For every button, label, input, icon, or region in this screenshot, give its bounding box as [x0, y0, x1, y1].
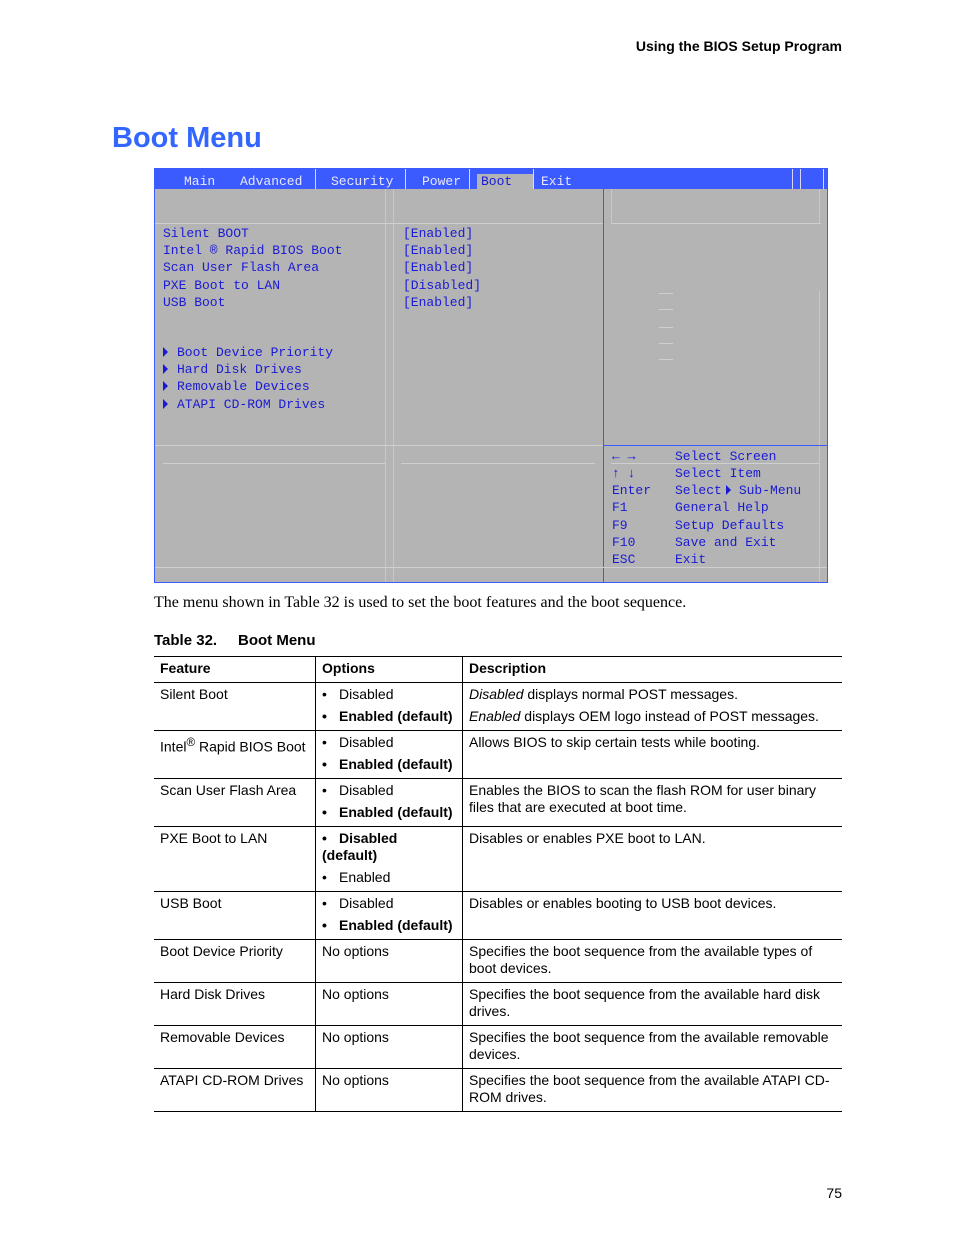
bios-tab-exit[interactable]: Exit	[541, 174, 573, 189]
option-item: • Disabled	[322, 686, 394, 702]
page-title: Boot Menu	[112, 122, 262, 154]
option-item: • Enabled (default)	[322, 917, 453, 933]
options-cell: No options	[316, 1069, 463, 1112]
help-desc-select-screen: Select Screen	[675, 449, 777, 464]
running-header: Using the BIOS Setup Program	[635, 38, 842, 54]
help-key-esc: ESC	[612, 552, 636, 567]
table-row	[154, 683, 842, 731]
feature-cell: Intel® Rapid BIOS Boot	[154, 731, 316, 779]
submenu-arrow-icon	[163, 347, 168, 357]
help-key-f1: F1	[612, 500, 628, 515]
description-cell: Disables or enables booting to USB boot devices.	[463, 892, 843, 940]
help-desc-setup-defaults: Setup Defaults	[675, 518, 785, 533]
intro-paragraph: The menu shown in Table 32 is used to set the boot features and the boot sequence.	[154, 594, 687, 611]
bios-value-scan-user-flash[interactable]: [Enabled]	[403, 260, 474, 275]
bios-tab-security[interactable]: Security	[331, 174, 394, 189]
option-item: • Enabled (default)	[322, 804, 453, 820]
feature-cell: Removable Devices	[154, 1026, 316, 1069]
page-number: 75	[826, 1185, 842, 1201]
option-item: • Disabled	[322, 895, 394, 911]
help-desc-save-exit: Save and Exit	[675, 535, 777, 550]
bios-submenu-removable-devices[interactable]: Removable Devices	[163, 378, 310, 395]
help-key-f9: F9	[612, 518, 628, 533]
column-header-feature: Feature	[154, 657, 316, 683]
submenu-arrow-icon	[163, 364, 168, 374]
bios-setting-silent-boot[interactable]: Silent BOOT	[163, 226, 249, 241]
bios-tab-main[interactable]: Main	[184, 174, 216, 189]
bios-submenu-hard-disk-drives[interactable]: Hard Disk Drives	[163, 361, 302, 378]
table-row	[154, 892, 842, 940]
column-header-description: Description	[463, 657, 843, 683]
bios-tab-power[interactable]: Power	[422, 174, 462, 189]
feature-cell: USB Boot	[154, 892, 316, 940]
description-cell: Specifies the boot sequence from the available hard disk drives.	[463, 983, 843, 1026]
help-desc-select-item: Select Item	[675, 466, 761, 481]
option-item: • Enabled (default)	[322, 708, 453, 724]
feature-cell: Hard Disk Drives	[154, 983, 316, 1026]
feature-cell: PXE Boot to LAN	[154, 827, 316, 892]
description-cell: Disabled displays normal POST messages. Enabled displays OEM logo instead of POST messages.	[463, 683, 843, 731]
help-key-arrows-lr: ← →	[612, 449, 636, 464]
options-cell: No options	[316, 940, 463, 983]
bios-value-pxe-boot[interactable]: [Disabled]	[403, 278, 482, 293]
option-item: • Enabled (default)	[322, 756, 453, 772]
bios-setting-pxe-boot[interactable]: PXE Boot to LAN	[163, 278, 281, 293]
table-row	[154, 983, 842, 1026]
bios-menu-bar	[155, 169, 827, 189]
options-cell	[316, 683, 463, 731]
options-cell	[316, 827, 463, 892]
help-desc-select-submenu: Select Sub-Menu	[675, 483, 802, 498]
table-row	[154, 940, 842, 983]
table-caption: Table 32. Boot Menu	[154, 632, 316, 649]
table-header-row	[154, 657, 842, 683]
bios-tab-advanced[interactable]: Advanced	[240, 174, 303, 189]
description-cell: Specifies the boot sequence from the available types of boot devices.	[463, 940, 843, 983]
bios-submenu-atapi-cdrom[interactable]: ATAPI CD-ROM Drives	[163, 396, 325, 413]
submenu-arrow-icon	[163, 399, 168, 409]
table-row	[154, 731, 842, 779]
table-row	[154, 827, 842, 892]
help-key-enter: Enter	[612, 483, 652, 498]
bios-value-usb-boot[interactable]: [Enabled]	[403, 295, 474, 310]
options-cell: No options	[316, 1026, 463, 1069]
bios-setting-usb-boot[interactable]: USB Boot	[163, 295, 226, 310]
feature-cell: ATAPI CD-ROM Drives	[154, 1069, 316, 1112]
feature-cell: Boot Device Priority	[154, 940, 316, 983]
table-row	[154, 1026, 842, 1069]
help-key-arrows-ud: ↑ ↓	[612, 466, 636, 481]
submenu-arrow-icon	[726, 485, 731, 495]
description-cell: Disables or enables PXE boot to LAN.	[463, 827, 843, 892]
option-item: • Disabled	[322, 734, 394, 750]
feature-cell: Scan User Flash Area	[154, 779, 316, 827]
help-desc-exit: Exit	[675, 552, 707, 567]
column-header-options: Options	[316, 657, 463, 683]
options-cell	[316, 731, 463, 779]
help-key-f10: F10	[612, 535, 636, 550]
bios-screen	[154, 168, 828, 583]
description-cell: Specifies the boot sequence from the available ATAPI CD-ROM drives.	[463, 1069, 843, 1112]
options-cell	[316, 779, 463, 827]
boot-menu-table	[154, 656, 842, 1112]
bios-value-rapid-bios-boot[interactable]: [Enabled]	[403, 243, 474, 258]
description-cell: Enables the BIOS to scan the flash ROM for user binary files that are executed at boot time.	[463, 779, 843, 827]
bios-value-silent-boot[interactable]: [Enabled]	[403, 226, 474, 241]
bios-setting-rapid-bios-boot[interactable]: Intel ® Rapid BIOS Boot	[163, 243, 343, 258]
table-row	[154, 779, 842, 827]
description-cell: Specifies the boot sequence from the available removable devices.	[463, 1026, 843, 1069]
submenu-arrow-icon	[163, 381, 168, 391]
table-row	[154, 1069, 842, 1112]
bios-tab-boot[interactable]: Boot	[477, 174, 533, 189]
option-item: • Disabled	[322, 782, 394, 798]
help-desc-general-help: General Help	[675, 500, 769, 515]
bios-setting-scan-user-flash[interactable]: Scan User Flash Area	[163, 260, 320, 275]
feature-cell: Silent Boot	[154, 683, 316, 731]
description-cell: Allows BIOS to skip certain tests while booting.	[463, 731, 843, 779]
options-cell	[316, 892, 463, 940]
options-cell: No options	[316, 983, 463, 1026]
bios-submenu-boot-device-priority[interactable]: Boot Device Priority	[163, 344, 333, 361]
option-item: • Disabled (default)	[322, 830, 398, 863]
option-item: • Enabled	[322, 869, 391, 885]
